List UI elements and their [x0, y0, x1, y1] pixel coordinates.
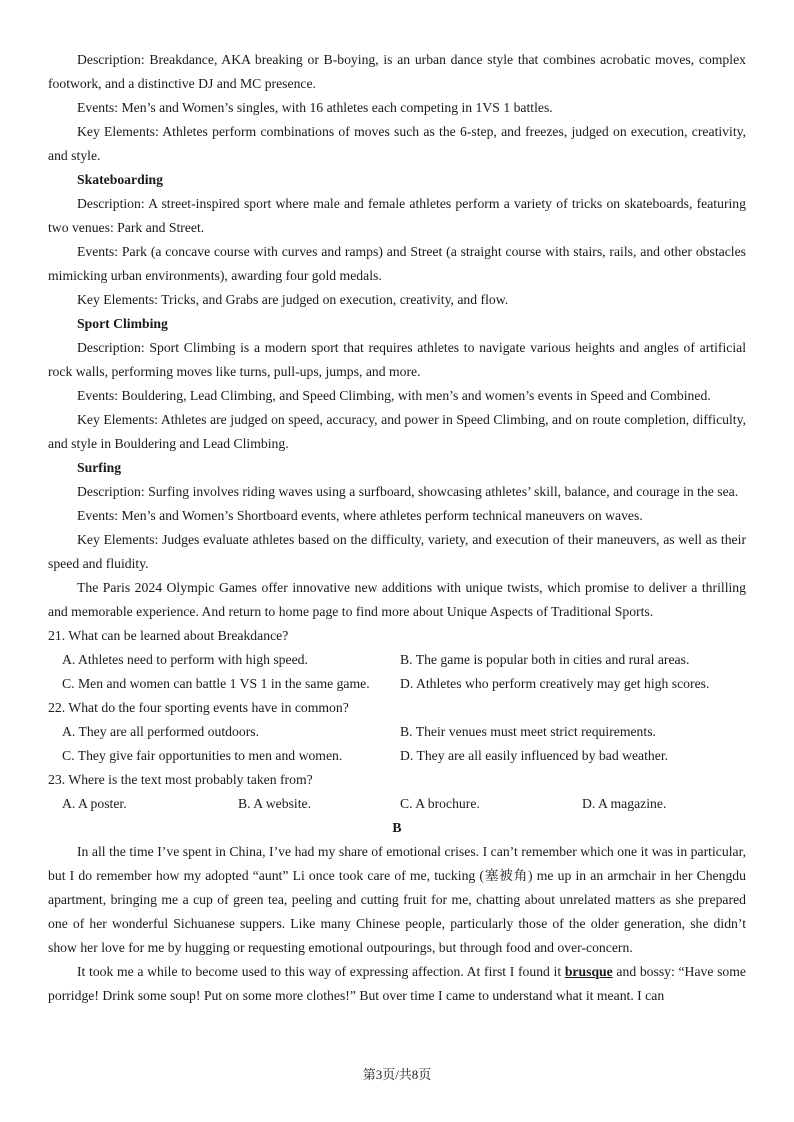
underlined-word-brusque: brusque [564, 964, 613, 979]
breakdance-key-elements: Key Elements: Athletes perform combinations of moves such as the 6-step, and freezes, judged on execution, creativity, and style. [48, 124, 746, 163]
breakdance-events: Events: Men’s and Women’s singles, with 16 athletes each competing in 1VS 1 battles. [77, 100, 553, 115]
q21-option-b: B. The game is popular both in cities and rural areas. [400, 652, 690, 667]
skateboarding-key-elements: Key Elements: Tricks, and Grabs are judged on execution, creativity, and flow. [77, 292, 509, 307]
surfing-heading: Surfing [77, 460, 122, 475]
q21-option-c: C. Men and women can battle 1 VS 1 in the same game. [62, 676, 370, 691]
q22-option-a: A. They are all performed outdoors. [62, 724, 260, 739]
closing-paragraph: The Paris 2024 Olympic Games offer innovative new additions with unique twists, which promise to deliver a thrilling and memorable experience. And return to home page to find more about Unique Aspects of Traditional Sports. [48, 580, 746, 619]
para2-before-text: It took me a while to become used to this way of expressing affection. At first I found it [77, 964, 565, 979]
q22-option-d: D. They are all easily influenced by bad weather. [400, 748, 669, 763]
skateboarding-heading: Skateboarding [77, 172, 163, 187]
skateboarding-events: Events: Park (a concave course with curves and ramps) and Street (a straight course with stairs, rails, and other obstacles mimicking urban environments), awarding four gold medals. [48, 244, 746, 283]
para2-after-text: and bossy: “Have some porridge! Drink some soup! Put on some more clothes!” But over time I came to understand what it meant. I can [48, 964, 746, 1003]
q22-option-c: C. They give fair opportunities to men and women. [62, 748, 343, 763]
breakdance-description: Description: Breakdance, AKA breaking or B-boying, is an urban dance style that combines acrobatic moves, complex footwork, and a distinctive DJ and MC presence. [48, 52, 746, 91]
q22-option-b: B. Their venues must meet strict requirements. [400, 724, 656, 739]
q21-option-a: A. Athletes need to perform with high speed. [62, 652, 308, 667]
q23-option-c: C. A brochure. [400, 796, 480, 811]
climbing-description: Description: Sport Climbing is a modern sport that requires athletes to navigate various heights and angles of artificial rock walls, performing moves like turns, pull-ups, jumps, and more. [48, 340, 746, 379]
surfing-events: Events: Men’s and Women’s Shortboard events, where athletes perform technical maneuvers on waves. [77, 508, 643, 523]
q23-option-d: D. A magazine. [582, 796, 667, 811]
skateboarding-description: Description: A street-inspired sport where male and female athletes perform a variety of tricks on skateboards, featuring two venues: Park and Street. [48, 196, 746, 235]
surfing-description: Description: Surfing involves riding waves using a surfboard, showcasing athletes’ skill, balance, and courage in the sea. [77, 484, 739, 499]
question-22-options [62, 720, 746, 768]
surfing-key-elements: Key Elements: Judges evaluate athletes based on the difficulty, variety, and execution of their maneuvers, as well as their speed and fluidity. [48, 532, 746, 571]
section-b-paragraph-2 [48, 960, 746, 1008]
question-23-options [62, 792, 746, 816]
page-number-footer: 第3页/共8页 [362, 1067, 432, 1082]
question-23-stem: 23. Where is the text most probably taken from? [48, 772, 313, 787]
climbing-heading: Sport Climbing [77, 316, 168, 331]
q21-option-d: D. Athletes who perform creatively may get high scores. [400, 676, 710, 691]
climbing-events: Events: Bouldering, Lead Climbing, and Speed Climbing, with men’s and women’s events in Speed and Combined. [77, 388, 711, 403]
climbing-key-elements: Key Elements: Athletes are judged on speed, accuracy, and power in Speed Climbing, and on route completion, difficulty, and style in Bouldering and Lead Climbing. [48, 412, 746, 451]
section-b-label: B [392, 820, 402, 835]
page-content [48, 48, 746, 1008]
question-22-stem: 22. What do the four sporting events have in common? [48, 700, 349, 715]
question-21-stem: 21. What can be learned about Breakdance? [48, 628, 289, 643]
q23-option-a: A. A poster. [62, 796, 127, 811]
question-21-options [62, 648, 746, 696]
section-b-paragraph-1: In all the time I’ve spent in China, I’ve had my share of emotional crises. I can’t remember which one it was in particular, but I do remember how my adopted “aunt” Li once took care of me, tucking (塞被角) me up in an armchair in her Chengdu apartment, bringing me a cup of green tea, peeling and cutting fruit for me, chatting about unrelated matters as she prepared one of her wonderful Sichuanese suppers. Like many Chinese people, particularly those of the older generation, she didn’t show her love for me by hugging or requesting emotional outpourings, but through food and over-concern. [48, 844, 746, 955]
q23-option-b: B. A website. [238, 796, 312, 811]
